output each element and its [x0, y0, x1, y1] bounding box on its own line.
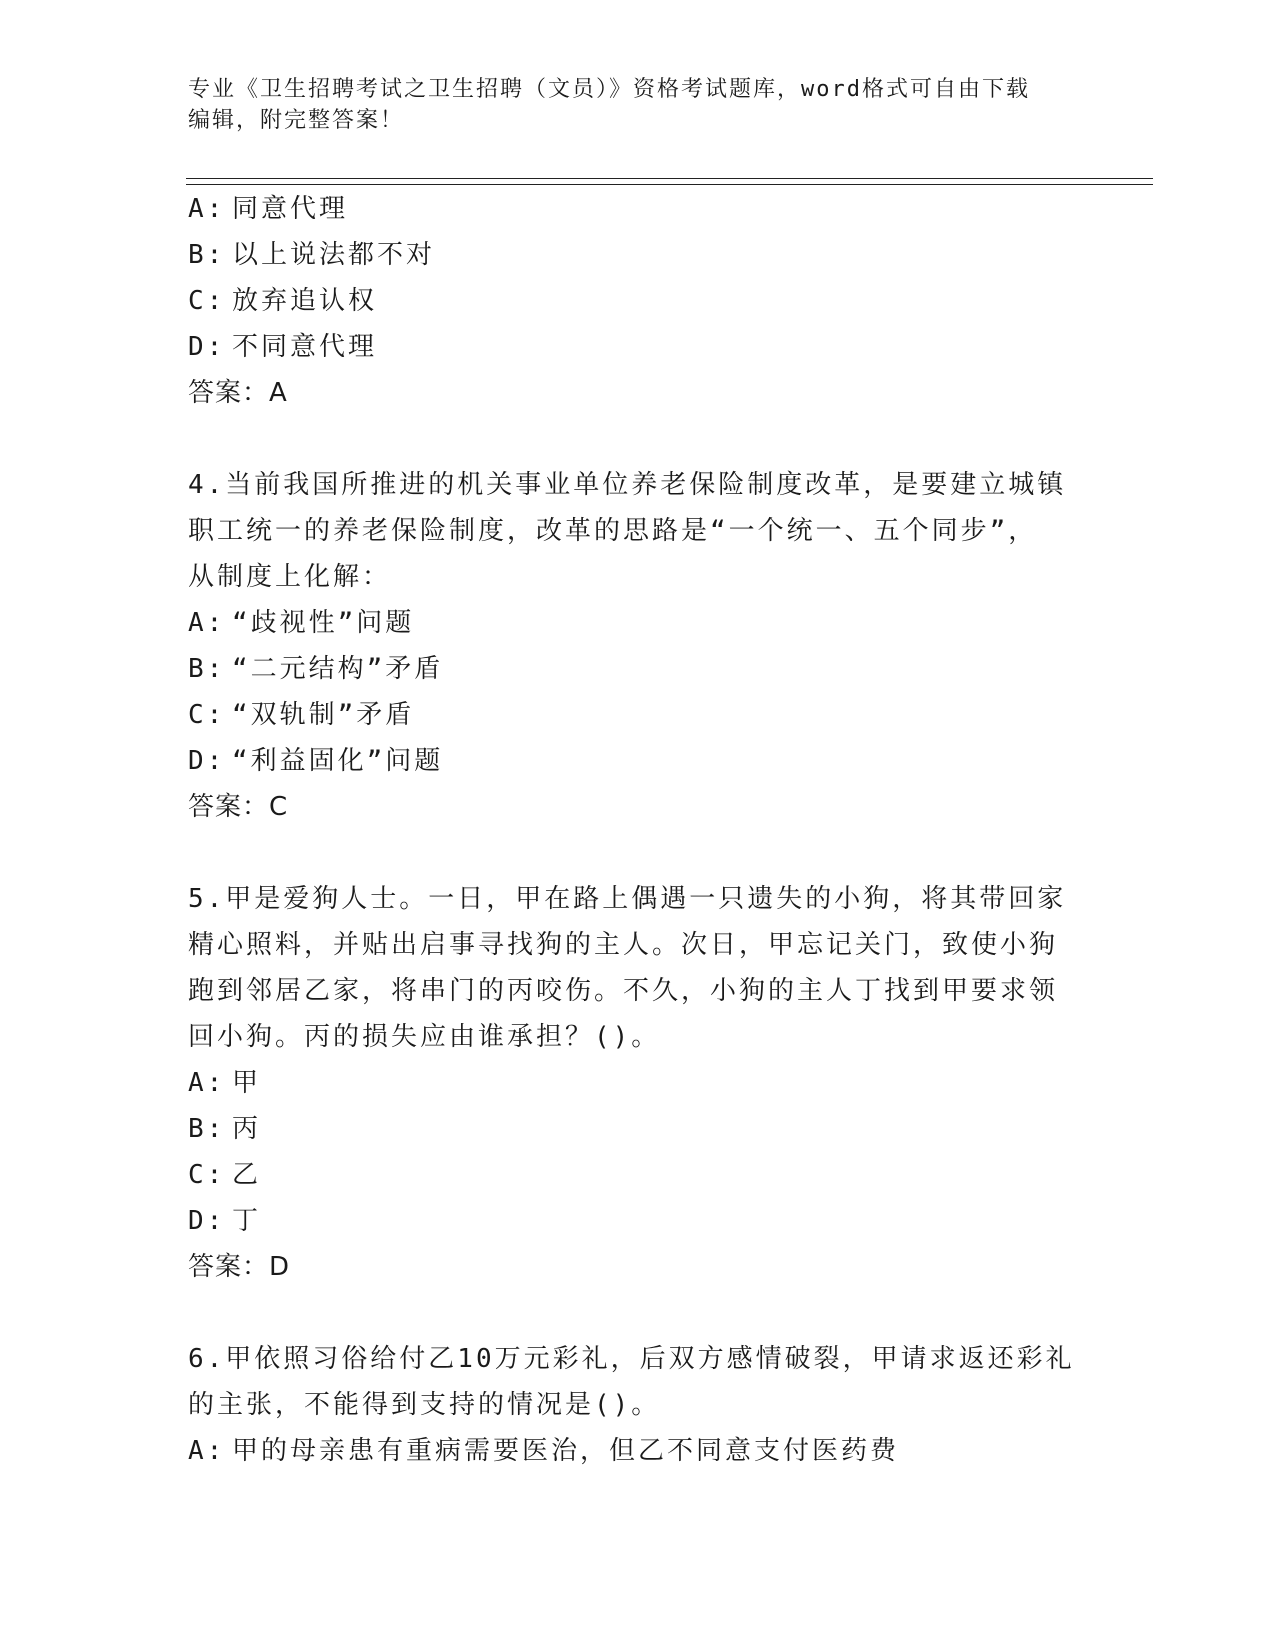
page-header — [188, 74, 1088, 136]
option-text: 甲的母亲患有重病需要医治，但乙不同意支付医药费 — [232, 1436, 900, 1466]
option-d — [188, 1198, 1088, 1244]
question-4 — [188, 462, 1088, 830]
question-3-options — [188, 186, 1088, 416]
question-text-line: 的主张，不能得到支持的情况是()。 — [188, 1390, 661, 1420]
question-text-line: 6.甲依照习俗给付乙10万元彩礼，后双方感情破裂，甲请求返还彩礼 — [188, 1344, 1075, 1374]
answer-line: 答案：D — [188, 1252, 291, 1282]
option-key: D: — [188, 1206, 226, 1236]
option-key: D: — [188, 746, 226, 776]
question-text-line: 职工统一的养老保险制度，改革的思路是“一个统一、五个同步”， — [188, 516, 1038, 546]
question-5 — [188, 876, 1088, 1290]
option-text: “利益固化”问题 — [232, 746, 444, 776]
option-key: A: — [188, 608, 226, 638]
answer-line: 答案：A — [188, 378, 288, 408]
option-text: 不同意代理 — [232, 332, 378, 362]
option-text: 乙 — [232, 1160, 262, 1190]
option-text: 放弃追认权 — [232, 286, 378, 316]
option-key: D: — [188, 332, 226, 362]
option-key: A: — [188, 1436, 226, 1466]
question-text-line: 精心照料，并贴出启事寻找狗的主人。次日，甲忘记关门，致使小狗 — [188, 930, 1059, 960]
option-c — [188, 1152, 1088, 1198]
option-text: 丁 — [232, 1206, 262, 1236]
spacer — [188, 1290, 1088, 1336]
option-a — [188, 1428, 1088, 1474]
header-line-1: 专业《卫生招聘考试之卫生招聘（文员）》资格考试题库，word格式可自由下载 — [188, 77, 1030, 102]
option-key: B: — [188, 654, 226, 684]
option-key: B: — [188, 1114, 226, 1144]
header-line-2: 编辑，附完整答案！ — [188, 108, 405, 133]
option-key: C: — [188, 700, 226, 730]
option-key: C: — [188, 1160, 226, 1190]
spacer — [188, 830, 1088, 876]
question-content — [188, 186, 1088, 1474]
answer-line: 答案：C — [188, 792, 289, 822]
option-text: “二元结构”矛盾 — [232, 654, 444, 684]
option-key: A: — [188, 194, 226, 224]
header-divider-bottom — [186, 184, 1153, 185]
option-text: 以上说法都不对 — [232, 240, 436, 270]
question-text-line: 4.当前我国所推进的机关事业单位养老保险制度改革，是要建立城镇 — [188, 470, 1067, 500]
question-text-line: 5.甲是爱狗人士。一日，甲在路上偶遇一只遗失的小狗，将其带回家 — [188, 884, 1067, 914]
question-text-line: 跑到邻居乙家，将串门的丙咬伤。不久，小狗的主人丁找到甲要求领 — [188, 976, 1059, 1006]
option-d — [188, 324, 1088, 370]
option-text: “歧视性”问题 — [232, 608, 415, 638]
option-text: 丙 — [232, 1114, 262, 1144]
option-a — [188, 186, 1088, 232]
option-a — [188, 600, 1088, 646]
option-key: B: — [188, 240, 226, 270]
option-text: “双轨制”矛盾 — [232, 700, 415, 730]
option-c — [188, 692, 1088, 738]
option-key: A: — [188, 1068, 226, 1098]
header-divider-top — [186, 178, 1153, 179]
option-b — [188, 646, 1088, 692]
option-c — [188, 278, 1088, 324]
option-text: 同意代理 — [232, 194, 349, 224]
option-d — [188, 738, 1088, 784]
spacer — [188, 416, 1088, 462]
question-text-line: 从制度上化解： — [188, 562, 392, 592]
option-text: 甲 — [232, 1068, 262, 1098]
option-key: C: — [188, 286, 226, 316]
option-b — [188, 1106, 1088, 1152]
option-b — [188, 232, 1088, 278]
question-6 — [188, 1336, 1088, 1474]
question-text-line: 回小狗。丙的损失应由谁承担？()。 — [188, 1022, 661, 1052]
option-a — [188, 1060, 1088, 1106]
